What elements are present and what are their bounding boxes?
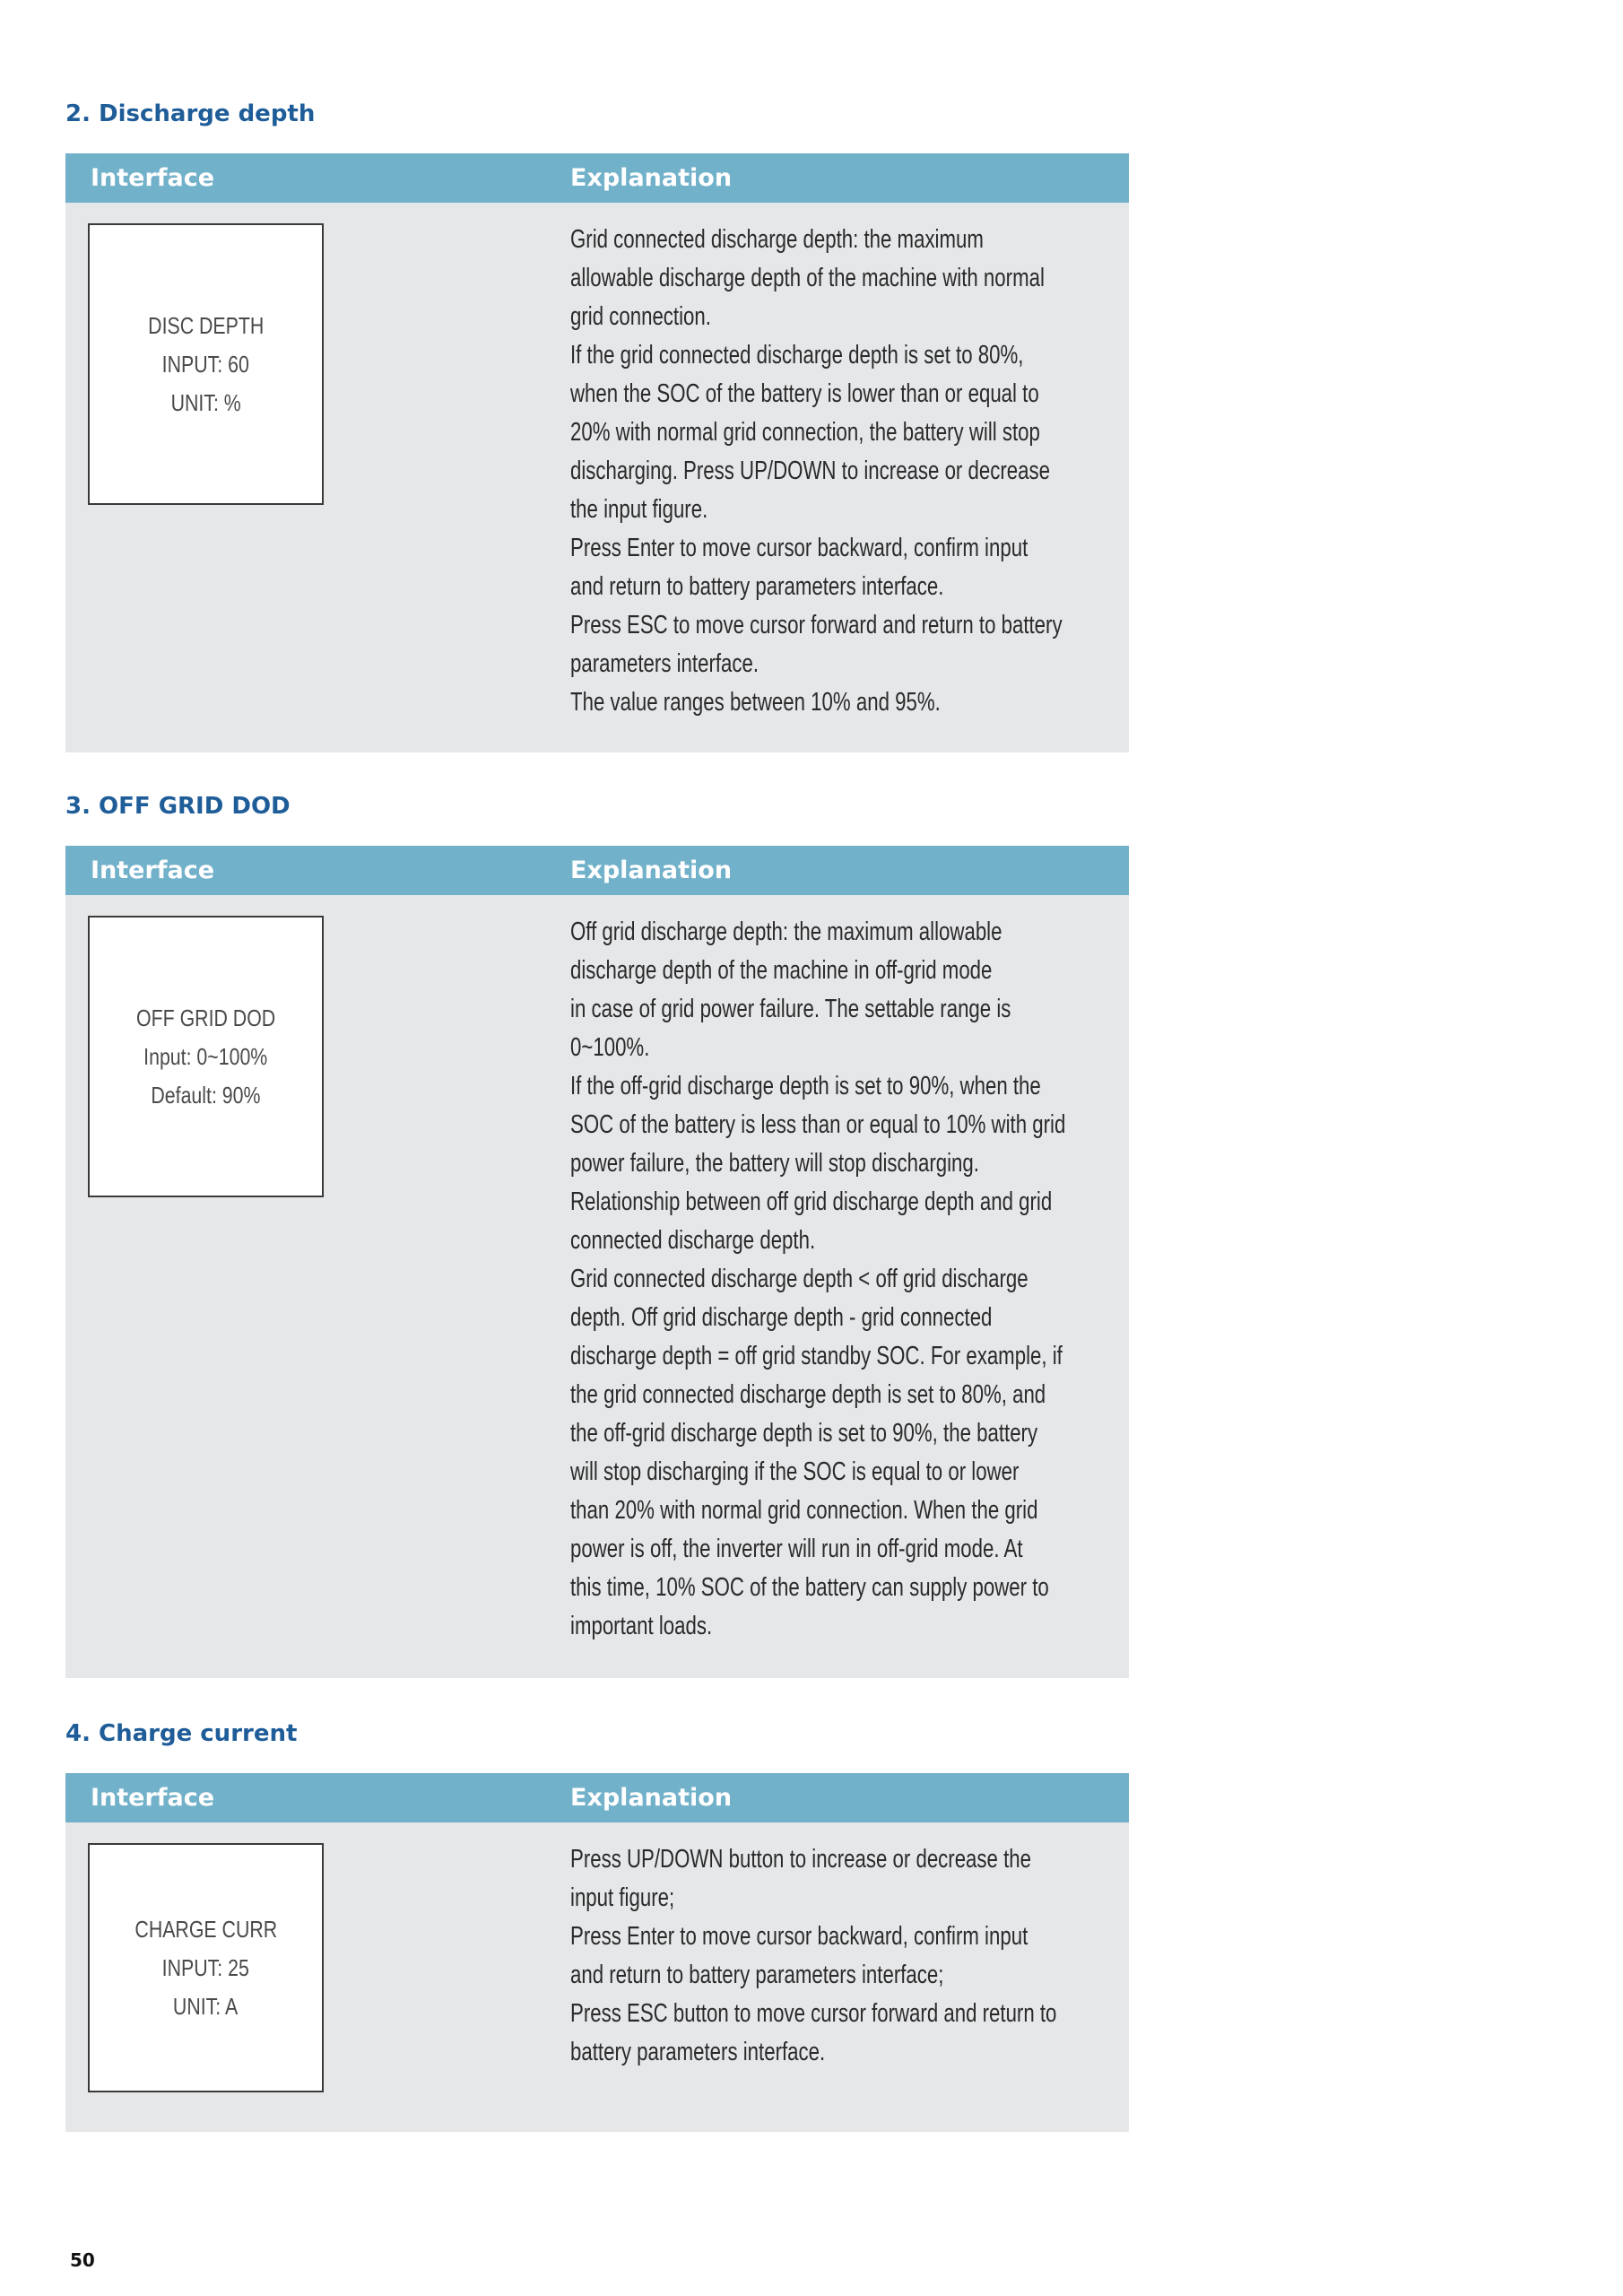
explanation-line: input figure; — [570, 1883, 675, 1912]
screen-line: CHARGE CURR — [135, 1915, 277, 1943]
header-interface: Interface — [91, 164, 215, 192]
explanation-line: allowable discharge depth of the machine with normal — [570, 264, 1045, 292]
explanation-line: depth. Off grid discharge depth - grid connected — [570, 1303, 993, 1332]
header-interface: Interface — [91, 1784, 215, 1812]
explanation-line: 0~100%. — [570, 1033, 650, 1062]
screen-line: Default: 90% — [151, 1081, 261, 1109]
screen-line: UNIT: A — [173, 1992, 239, 2020]
explanation-line: battery parameters interface. — [570, 2038, 826, 2066]
explanation-line: Press Enter to move cursor backward, confirm input — [570, 534, 1028, 562]
explanation-line: 20% with normal grid connection, the battery will stop — [570, 418, 1040, 447]
explanation-line: Press ESC button to move cursor forward and return to — [570, 1999, 1057, 2028]
screen-line: INPUT: 25 — [161, 1953, 250, 1981]
table-header — [65, 846, 1129, 895]
screen-line: UNIT: % — [170, 388, 241, 416]
explanation-line: Press UP/DOWN button to increase or decrease the — [570, 1845, 1031, 1874]
section-heading: 3. OFF GRID DOD — [65, 793, 291, 820]
explanation-text — [570, 221, 1126, 722]
explanation-line: discharge depth = off grid standby SOC. For example, if — [570, 1342, 1063, 1370]
lcd-screen-preview — [88, 1843, 324, 2092]
explanation-line: this time, 10% SOC of the battery can supply power to — [570, 1573, 1049, 1602]
screen-line: Input: 0~100% — [143, 1042, 268, 1070]
lcd-screen-preview — [88, 916, 324, 1197]
table-header — [65, 1773, 1129, 1822]
explanation-line: discharging. Press UP/DOWN to increase or decrease — [570, 457, 1050, 485]
page-number: 50 — [70, 2249, 95, 2271]
header-explanation: Explanation — [570, 164, 733, 192]
section-heading: 2. Discharge depth — [65, 100, 316, 127]
explanation-line: Grid connected discharge depth < off grid discharge — [570, 1265, 1028, 1293]
table-body — [65, 203, 1129, 752]
explanation-line: Grid connected discharge depth: the maximum — [570, 225, 984, 254]
explanation-line: The value ranges between 10% and 95%. — [570, 688, 941, 717]
explanation-line: power is off, the inverter will run in off-grid mode. At — [570, 1535, 1023, 1563]
explanation-line: Relationship between off grid discharge depth and grid — [570, 1187, 1053, 1216]
explanation-line: SOC of the battery is less than or equal to 10% with grid — [570, 1110, 1066, 1139]
explanation-line: will stop discharging if the SOC is equal to or lower — [570, 1457, 1020, 1486]
explanation-line: the grid connected discharge depth is set to 80%, and — [570, 1380, 1046, 1409]
explanation-line: in case of grid power failure. The settable range is — [570, 995, 1011, 1023]
explanation-line: discharge depth of the machine in off-grid mode — [570, 956, 993, 985]
explanation-line: and return to battery parameters interface; — [570, 1961, 944, 1989]
lcd-screen-preview — [88, 223, 324, 505]
explanation-line: the off-grid discharge depth is set to 90%, the battery — [570, 1419, 1038, 1448]
screen-line: DISC DEPTH — [147, 311, 265, 339]
header-explanation: Explanation — [570, 1784, 733, 1812]
explanation-line: Press Enter to move cursor backward, confirm input — [570, 1922, 1028, 1951]
explanation-line: grid connection. — [570, 302, 711, 331]
header-interface: Interface — [91, 857, 215, 884]
explanation-line: Off grid discharge depth: the maximum allowable — [570, 918, 1002, 946]
explanation-line: than 20% with normal grid connection. When the grid — [570, 1496, 1038, 1525]
explanation-line: connected discharge depth. — [570, 1226, 816, 1255]
explanation-line: If the grid connected discharge depth is set to 80%, — [570, 341, 1024, 370]
table-body — [65, 1822, 1129, 2132]
explanation-line: and return to battery parameters interface. — [570, 572, 944, 601]
screen-line: INPUT: 60 — [161, 350, 250, 378]
explanation-line: power failure, the battery will stop discharging. — [570, 1149, 979, 1178]
explanation-line: parameters interface. — [570, 649, 759, 678]
screen-line: OFF GRID DOD — [135, 1004, 276, 1031]
explanation-line: important loads. — [570, 1612, 713, 1640]
explanation-line: Press ESC to move cursor forward and return to battery — [570, 611, 1063, 639]
explanation-line: when the SOC of the battery is lower than or equal to — [570, 379, 1039, 408]
explanation-text — [570, 913, 1126, 1646]
header-explanation: Explanation — [570, 857, 733, 884]
explanation-text — [570, 1840, 1126, 2072]
explanation-line: If the off-grid discharge depth is set to 90%, when the — [570, 1072, 1041, 1100]
explanation-line: the input figure. — [570, 495, 708, 524]
table-body — [65, 895, 1129, 1678]
section-heading: 4. Charge current — [65, 1720, 298, 1747]
table-header — [65, 153, 1129, 203]
